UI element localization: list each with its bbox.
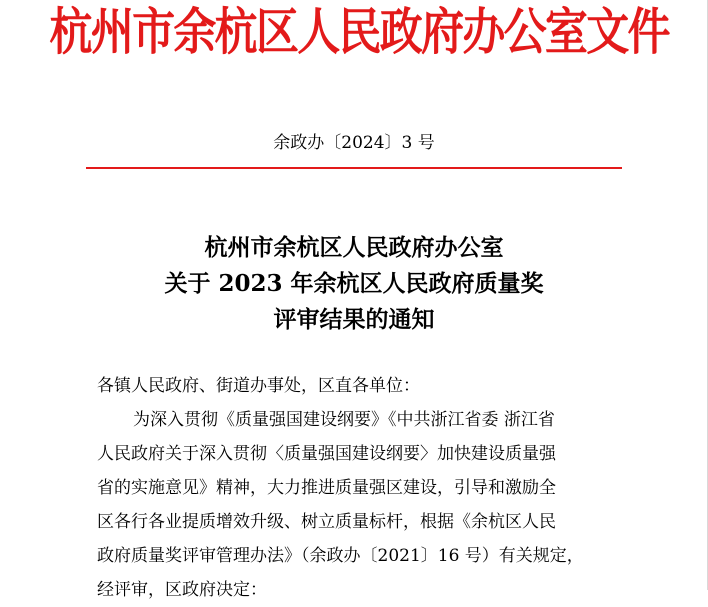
body-line-1: 为深入贯彻《质量强国建设纲要》《中共浙江省委 浙江省	[133, 410, 555, 430]
red-divider-line	[86, 167, 622, 169]
body-line-6: 经评审，区政府决定：	[97, 580, 267, 600]
notice-body	[97, 369, 637, 607]
notice-title-line-2: 关于 2023 年余杭区人民政府质量奖	[164, 270, 544, 297]
document-number: 余政办〔2024〕3 号	[273, 133, 435, 153]
red-header-title: 杭州市余杭区人民政府办公室文件	[49, 2, 669, 61]
notice-title-line-3: 评审结果的通知	[273, 306, 435, 333]
body-line-3: 省的实施意见》精神，大力推进质量强区建设，引导和激励全	[97, 478, 556, 498]
notice-title	[0, 230, 708, 338]
body-line-4: 区各行各业提质增效升级、树立质量标杆，根据《余杭区人民	[97, 512, 556, 532]
body-line-2: 人民政府关于深入贯彻〈质量强国建设纲要〉加快建设质量强	[97, 444, 556, 464]
salutation: 各镇人民政府、街道办事处，区直各单位：	[97, 376, 420, 396]
body-line-5: 政府质量奖评审管理办法》（余政办〔2021〕16 号）有关规定，	[97, 546, 584, 566]
notice-title-line-1: 杭州市余杭区人民政府办公室	[204, 234, 504, 261]
